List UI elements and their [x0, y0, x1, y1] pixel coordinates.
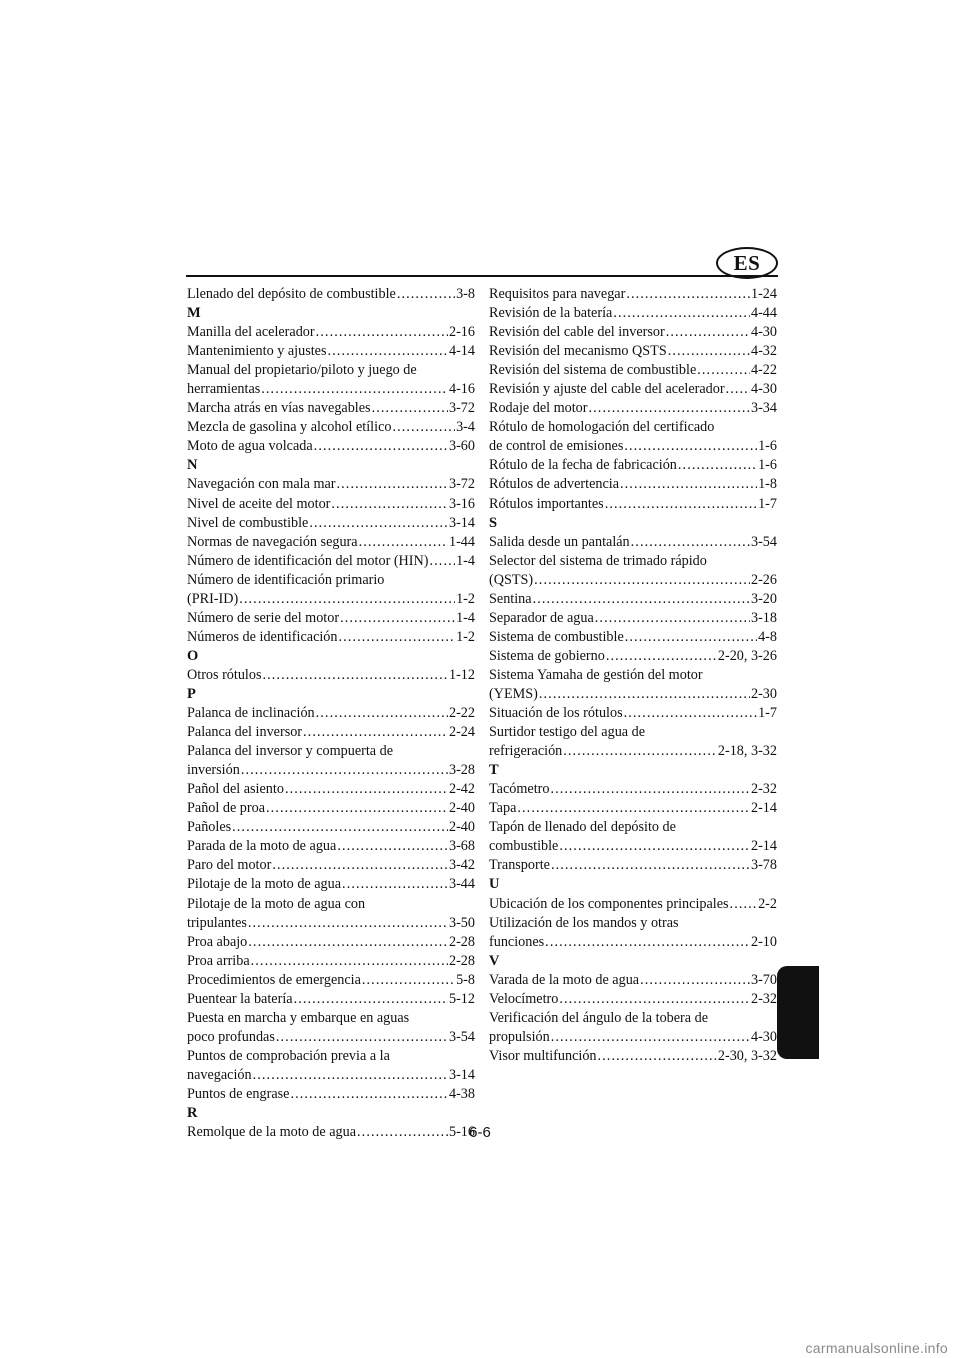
dot-leader — [239, 590, 455, 609]
index-entry — [187, 818, 475, 837]
index-entry-term: Rótulos importantes — [489, 495, 604, 512]
index-entry-term: tripulantes — [187, 914, 247, 931]
index-entry — [187, 990, 475, 1009]
dot-leader — [316, 323, 448, 342]
dot-leader — [331, 495, 448, 514]
index-section-letter: T — [489, 762, 499, 779]
index-entry — [489, 856, 777, 875]
index-entry-term: Transporte — [489, 857, 550, 874]
dot-leader — [342, 875, 448, 894]
dot-leader — [626, 285, 750, 304]
index-entry-term: Tacómetro — [489, 781, 550, 798]
index-entry-term: Paro del motor — [187, 857, 272, 874]
index-entry-page: 3-28 — [448, 762, 475, 779]
index-entry-term: Palanca de inclinación — [187, 705, 315, 722]
watermark: carmanualsonline.info — [805, 1340, 948, 1356]
index-entry-page: 3-60 — [448, 438, 475, 455]
index-entry — [187, 799, 475, 818]
index-entry — [489, 971, 777, 990]
index-entry-page: 2-28 — [448, 933, 475, 950]
index-entry-page: 2-18, 3-32 — [717, 743, 777, 760]
index-section-letter: V — [489, 952, 500, 969]
index-entry-term: Revisión del sistema de combustible — [489, 362, 697, 379]
index-entry-page: 1-8 — [758, 476, 777, 493]
dot-leader — [316, 704, 448, 723]
dot-leader — [640, 971, 750, 990]
index-entry-term: Proa abajo — [187, 933, 248, 950]
index-entry-page: 3-20 — [750, 590, 777, 607]
index-entry-page: 5-12 — [448, 990, 475, 1007]
dot-leader — [631, 533, 750, 552]
page-number: 6-6 — [469, 1124, 491, 1141]
dot-leader — [620, 475, 757, 494]
dot-leader — [397, 285, 455, 304]
index-entry-page: 3-8 — [456, 286, 475, 302]
index-entry-continued: Verificación del ángulo de la tobera de — [489, 1009, 709, 1026]
dot-leader — [545, 933, 750, 952]
dot-leader — [337, 837, 448, 856]
index-entry-term: Revisión y ajuste del cable del acelerador — [489, 381, 725, 398]
index-entry-continued: Selector del sistema de trimado rápido — [489, 552, 707, 569]
index-entry-term: funciones — [489, 933, 545, 950]
dot-leader — [678, 456, 757, 475]
chapter-tab — [777, 966, 819, 1059]
index-entry — [489, 590, 777, 609]
index-entry-page: 1-7 — [758, 495, 777, 512]
index-entry-page: 2-2 — [758, 895, 777, 912]
index-entry — [187, 437, 475, 456]
index-entry-term: Puentear la batería — [187, 990, 293, 1007]
index-entry — [489, 380, 777, 399]
index-entry — [489, 685, 777, 704]
dot-leader — [563, 742, 717, 761]
index-entry — [187, 323, 475, 342]
dot-leader — [517, 799, 750, 818]
dot-leader — [241, 761, 448, 780]
dot-leader — [624, 704, 757, 723]
index-entry-term: Separador de agua — [489, 609, 594, 626]
index-entry-page: 2-28 — [448, 952, 475, 969]
index-entry — [187, 533, 475, 552]
index-entry-page: 3-70 — [750, 971, 777, 988]
index-section-letter: R — [187, 1105, 198, 1122]
index-entry-term: Revisión del cable del inversor — [489, 324, 665, 341]
index-entry-page: 3-68 — [448, 838, 475, 855]
index-entry — [187, 399, 475, 418]
index-entry — [187, 666, 475, 685]
index-entry-page: 3-50 — [448, 914, 475, 931]
index-entry — [489, 495, 777, 514]
index-entry — [187, 856, 475, 875]
dot-leader — [533, 590, 750, 609]
index-entry-page: 1-2 — [456, 590, 475, 607]
dot-leader — [551, 1028, 750, 1047]
index-entry-page: 1-7 — [758, 705, 777, 722]
index-entry-term: Pañol del asiento — [187, 781, 284, 798]
index-entry-continued: Sistema Yamaha de gestión del motor — [489, 666, 703, 683]
dot-leader — [589, 399, 750, 418]
index-entry-page: 3-54 — [750, 533, 777, 550]
index-entry — [187, 933, 475, 952]
index-entry-page: 4-30 — [750, 1028, 777, 1045]
index-entry-term: propulsión — [489, 1028, 550, 1045]
index-entry-page: 2-14 — [750, 838, 777, 855]
index-entry-term: refrigeración — [489, 743, 563, 760]
dot-leader — [598, 1047, 717, 1066]
index-entry — [489, 1028, 777, 1047]
dot-leader — [668, 342, 750, 361]
index-entry-continued: Pilotaje de la moto de agua con — [187, 895, 366, 912]
index-entry-term: Revisión del mecanismo QSTS — [489, 343, 667, 360]
dot-leader — [550, 780, 750, 799]
index-entry-page: 3-16 — [448, 495, 475, 512]
index-entry-term: inversión — [187, 762, 240, 779]
index-entry-page: 2-14 — [750, 800, 777, 817]
dot-leader — [276, 1028, 448, 1047]
language-badge: ES — [716, 247, 778, 279]
index-entry-continued: Palanca del inversor y compuerta de — [187, 743, 394, 760]
index-entry-term: Números de identificación — [187, 628, 338, 645]
index-entry — [489, 895, 777, 914]
index-entry-page: 3-4 — [456, 419, 475, 436]
dot-leader — [294, 990, 448, 1009]
index-entry — [489, 571, 777, 590]
index-entry-term: Nivel de combustible — [187, 514, 309, 531]
index-entry-term: Mantenimiento y ajustes — [187, 343, 327, 360]
index-entry-term: herramientas — [187, 381, 261, 398]
index-entry — [187, 837, 475, 856]
index-entry-page: 4-38 — [448, 1085, 475, 1102]
index-entry — [489, 475, 777, 494]
dot-leader — [392, 418, 455, 437]
index-entry-page: 4-32 — [750, 343, 777, 360]
index-entry — [489, 323, 777, 342]
index-entry-page: 2-32 — [750, 990, 777, 1007]
index-entry-term: Navegación con mala mar — [187, 476, 336, 493]
index-entry-page: 1-12 — [448, 666, 475, 683]
index-entry-term: de control de emisiones — [489, 438, 624, 455]
dot-leader — [666, 323, 750, 342]
dot-leader — [290, 1085, 448, 1104]
index-entry — [187, 1028, 475, 1047]
index-entry — [489, 399, 777, 418]
index-entry-term: Revisión de la batería — [489, 305, 613, 322]
dot-leader — [248, 914, 448, 933]
index-entry — [187, 590, 475, 609]
dot-leader — [314, 437, 448, 456]
index-entry — [489, 933, 777, 952]
index-entry — [489, 437, 777, 456]
index-entry — [187, 704, 475, 723]
index-entry-term: Número de identificación del motor (HIN) — [187, 552, 429, 569]
index-entry-page: 1-4 — [456, 609, 475, 626]
dot-leader — [261, 380, 448, 399]
index-entry-term: Nivel de aceite del motor — [187, 495, 331, 512]
dot-leader — [539, 685, 750, 704]
index-entry — [489, 742, 777, 761]
dot-leader — [248, 933, 448, 952]
index-entry-page: 2-30 — [750, 685, 777, 702]
index-entry-term: Tapa — [489, 800, 517, 817]
index-entry-page: 2-26 — [750, 571, 777, 588]
index-entry-page: 4-22 — [750, 362, 777, 379]
dot-leader — [340, 609, 455, 628]
index-entry — [187, 552, 475, 571]
index-entry-page: 2-32 — [750, 781, 777, 798]
index-entry-term: Mezcla de gasolina y alcohol etílico — [187, 419, 392, 436]
index-entry — [489, 533, 777, 552]
index-entry-page: 2-10 — [750, 933, 777, 950]
dot-leader — [303, 723, 448, 742]
dot-leader — [362, 971, 455, 990]
dot-leader — [262, 666, 448, 685]
index-entry-page: 5-8 — [456, 971, 475, 988]
header-rule — [186, 275, 778, 277]
index-entry — [187, 875, 475, 894]
dot-leader — [337, 475, 448, 494]
dot-leader — [606, 647, 717, 666]
index-entry — [489, 799, 777, 818]
dot-leader — [613, 304, 750, 323]
index-entry-page: 2-40 — [448, 819, 475, 836]
dot-leader — [339, 628, 456, 647]
index-entry — [187, 914, 475, 933]
dot-leader — [328, 342, 448, 361]
index-entry-page: 3-42 — [448, 857, 475, 874]
index-entry-term: Sistema de gobierno — [489, 647, 605, 664]
dot-leader — [559, 990, 750, 1009]
index-entry-term: Proa arriba — [187, 952, 250, 969]
index-entry-page: 3-14 — [448, 1066, 475, 1083]
index-entry-term: Rótulos de advertencia — [489, 476, 620, 493]
index-entry — [187, 609, 475, 628]
index-entry-term: Velocímetro — [489, 990, 559, 1007]
index-entry — [187, 952, 475, 971]
index-entry-term: Rótulo de la fecha de fabricación — [489, 457, 677, 474]
index-entry — [489, 342, 777, 361]
index-entry-term: Procedimientos de emergencia — [187, 971, 361, 988]
index-entry — [187, 342, 475, 361]
index-section-letter: U — [489, 876, 500, 893]
index-entry-term: Palanca del inversor — [187, 724, 303, 741]
index-entry-term: (QSTS) — [489, 571, 534, 588]
index-entry-term: Moto de agua volcada — [187, 438, 313, 455]
index-entry-page: 1-44 — [448, 533, 475, 550]
dot-leader — [232, 818, 448, 837]
index-entry — [187, 495, 475, 514]
index-entry — [489, 837, 777, 856]
index-entry — [489, 456, 777, 475]
dot-leader — [309, 514, 448, 533]
index-entry-continued: Surtidor testigo del agua de — [489, 724, 646, 741]
dot-leader — [285, 780, 448, 799]
index-entry-page: 4-30 — [750, 324, 777, 341]
index-entry — [489, 647, 777, 666]
index-entry — [489, 990, 777, 1009]
index-entry-term: Puntos de engrase — [187, 1085, 290, 1102]
index-entry-page: 3-34 — [750, 400, 777, 417]
index-entry — [489, 304, 777, 323]
index-entry-page: 2-24 — [448, 724, 475, 741]
index-entry-term: Visor multifunción — [489, 1047, 597, 1064]
index-entry-page: 2-30, 3-32 — [717, 1047, 777, 1064]
index-entry — [187, 475, 475, 494]
index-entry-term: Remolque de la moto de agua — [187, 1124, 357, 1141]
index-entry-term: (YEMS) — [489, 685, 538, 702]
index-entry-continued: Número de identificación primario — [187, 571, 385, 588]
index-entry-page: 4-14 — [448, 343, 475, 360]
index-entry-page: 4-16 — [448, 381, 475, 398]
index-entry-term: Ubicación de los componentes principales — [489, 895, 729, 912]
index-entry-page: 3-44 — [448, 876, 475, 893]
index-entry-term: Marcha atrás en vías navegables — [187, 400, 371, 417]
dot-leader — [624, 437, 757, 456]
index-entry-term: Varada de la moto de agua — [489, 971, 640, 988]
dot-leader — [697, 361, 750, 380]
index-entry — [187, 723, 475, 742]
index-entry — [489, 361, 777, 380]
index-entry-term: Rodaje del motor — [489, 400, 588, 417]
dot-leader — [726, 380, 750, 399]
index-entry-term: Llenado del depósito de combustible — [187, 286, 396, 302]
index-entry-continued: Utilización de los mandos y otras — [489, 914, 679, 931]
index-section-letter: S — [489, 514, 498, 531]
index-entry-term: Sistema de combustible — [489, 628, 624, 645]
index-entry-page: 4-30 — [750, 381, 777, 398]
index-entry-page: 3-18 — [750, 609, 777, 626]
index-entry — [187, 1066, 475, 1085]
index-entry-term: Otros rótulos — [187, 666, 262, 683]
index-entry-term: Pañoles — [187, 819, 232, 836]
index-entry-page: 4-8 — [758, 628, 777, 645]
dot-leader — [372, 399, 448, 418]
index-entry — [489, 285, 777, 304]
index-entry-page: 2-22 — [448, 705, 475, 722]
index-entry — [187, 380, 475, 399]
index-entry-term: Situación de los rótulos — [489, 705, 623, 722]
index-entry-continued: Manual del propietario/piloto y juego de — [187, 362, 417, 379]
index-section-letter: N — [187, 457, 198, 474]
index-entry-page: 1-24 — [750, 286, 777, 302]
index-entry-continued: Puntos de comprobación previa a la — [187, 1047, 390, 1064]
index-entry-term: navegación — [187, 1066, 252, 1083]
index-entry — [187, 1085, 475, 1104]
index-entry-continued: Rótulo de homologación del certificado — [489, 419, 715, 436]
index-entry-term: Requisitos para navegar — [489, 286, 626, 302]
index-entry — [187, 761, 475, 780]
index-entry-continued: Puesta en marcha y embarque en aguas — [187, 1009, 410, 1026]
dot-leader — [430, 552, 456, 571]
index-entry — [489, 628, 777, 647]
index-column-right — [489, 285, 777, 1066]
index-entry — [187, 514, 475, 533]
index-entry-page: 4-44 — [750, 305, 777, 322]
index-entry-term: Normas de navegación segura — [187, 533, 358, 550]
dot-leader — [595, 609, 750, 628]
index-entry-page: 2-16 — [448, 324, 475, 341]
index-entry — [187, 628, 475, 647]
dot-leader — [625, 628, 757, 647]
index-entry-page: 3-72 — [448, 476, 475, 493]
index-entry-page: 3-14 — [448, 514, 475, 531]
dot-leader — [266, 799, 448, 818]
index-entry-term: Pilotaje de la moto de agua — [187, 876, 342, 893]
index-entry — [187, 418, 475, 437]
dot-leader — [251, 952, 448, 971]
index-entry-page: 2-42 — [448, 781, 475, 798]
index-section-letter: M — [187, 305, 201, 322]
index-entry-term: (PRI-ID) — [187, 590, 239, 607]
dot-leader — [359, 533, 448, 552]
index-entry — [489, 780, 777, 799]
dot-leader — [534, 571, 750, 590]
index-entry-page: 5-16 — [448, 1124, 475, 1141]
index-entry — [489, 704, 777, 723]
dot-leader — [605, 495, 757, 514]
dot-leader — [272, 856, 448, 875]
index-entry-page: 1-4 — [456, 552, 475, 569]
index-entry-continued: Tapón de llenado del depósito de — [489, 819, 676, 836]
index-entry — [187, 780, 475, 799]
index-entry-page: 2-40 — [448, 800, 475, 817]
index-entry-page: 1-6 — [758, 438, 777, 455]
index-entry-page: 1-2 — [456, 628, 475, 645]
index-entry-page: 1-6 — [758, 457, 777, 474]
index-entry — [187, 971, 475, 990]
index-entry-page: 3-72 — [448, 400, 475, 417]
index-entry-term: Pañol de proa — [187, 800, 266, 817]
index-entry-term: Parada de la moto de agua — [187, 838, 337, 855]
dot-leader — [253, 1066, 448, 1085]
index-entry — [187, 285, 475, 304]
index-column-left — [187, 285, 475, 1142]
index-section-letter: O — [187, 647, 199, 664]
index-entry-term: Número de serie del motor — [187, 609, 340, 626]
index-section-letter: P — [187, 685, 196, 702]
index-entry-term: combustible — [489, 838, 559, 855]
index-entry-term: poco profundas — [187, 1028, 275, 1045]
dot-leader — [559, 837, 750, 856]
index-entry-term: Sentina — [489, 590, 532, 607]
dot-leader — [730, 895, 758, 914]
index-entry-page: 3-78 — [750, 857, 777, 874]
index-entry-page: 2-20, 3-26 — [717, 647, 777, 664]
index-entry-term: Manilla del acelerador — [187, 324, 315, 341]
index-entry-term: Salida desde un pantalán — [489, 533, 630, 550]
index-entry — [489, 609, 777, 628]
index-entry — [489, 1047, 777, 1066]
index-entry-page: 3-54 — [448, 1028, 475, 1045]
dot-leader — [551, 856, 750, 875]
